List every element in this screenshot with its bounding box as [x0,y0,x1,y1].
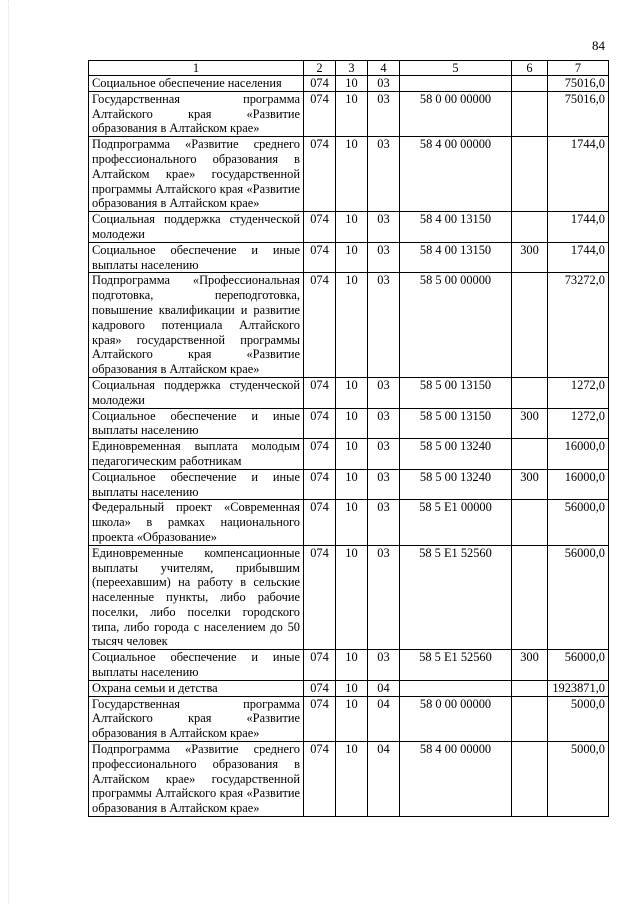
row-amount-cell: 1744,0 [548,212,609,243]
header-col-7: 7 [548,61,609,76]
row-code-3-cell: 10 [336,742,368,817]
row-code-2-cell: 074 [304,91,336,136]
row-code-3-cell: 10 [336,137,368,212]
header-col-6: 6 [512,61,548,76]
row-code-3-cell: 10 [336,680,368,696]
row-amount-cell: 1744,0 [548,137,609,212]
header-col-5: 5 [400,61,512,76]
table-row [89,469,609,500]
row-code-2-cell: 074 [304,408,336,439]
row-code-2-cell: 074 [304,242,336,273]
row-code-5-cell: 58 5 00 13150 [400,377,512,408]
table-row [89,545,609,650]
row-code-3-cell: 10 [336,212,368,243]
row-code-6-cell [512,91,548,136]
row-code-2-cell: 074 [304,696,336,741]
header-row [89,61,609,76]
row-code-4-cell: 03 [368,545,400,650]
row-code-6-cell [512,696,548,741]
row-code-6-cell: 300 [512,469,548,500]
row-code-5-cell: 58 5 E1 52560 [400,650,512,681]
row-code-5-cell: 58 4 00 13150 [400,242,512,273]
row-code-4-cell: 04 [368,680,400,696]
row-code-2-cell: 074 [304,469,336,500]
header-col-3: 3 [336,61,368,76]
row-name-cell: Подпрограмма «Развитие среднего профессионального образования в Алтайском крае» государственной программы Алтайского края «Развитие образования в Алтайском крае» [89,742,304,817]
row-name-cell: Охрана семьи и детства [89,680,304,696]
row-code-5-cell: 58 4 00 00000 [400,742,512,817]
row-code-4-cell: 03 [368,650,400,681]
row-name-cell: Социальное обеспечение и иные выплаты населению [89,650,304,681]
row-code-2-cell: 074 [304,76,336,92]
row-code-5-cell [400,680,512,696]
row-amount-cell: 75016,0 [548,76,609,92]
row-code-3-cell: 10 [336,76,368,92]
row-name-cell: Федеральный проект «Современная школа» в рамках национального проекта «Образование» [89,500,304,545]
row-code-6-cell [512,742,548,817]
header-col-1: 1 [89,61,304,76]
row-code-3-cell: 10 [336,650,368,681]
row-code-6-cell [512,680,548,696]
row-code-6-cell [512,500,548,545]
row-code-3-cell: 10 [336,377,368,408]
table-row [89,212,609,243]
row-code-4-cell: 04 [368,696,400,741]
row-code-3-cell: 10 [336,408,368,439]
row-code-6-cell [512,377,548,408]
table-row [89,408,609,439]
scan-edge [0,0,9,904]
row-name-cell: Социальное обеспечение населения [89,76,304,92]
row-code-5-cell: 58 0 00 00000 [400,696,512,741]
row-code-5-cell: 58 0 00 00000 [400,91,512,136]
row-name-cell: Социальная поддержка студенческой молодежи [89,377,304,408]
row-code-4-cell: 04 [368,742,400,817]
row-code-4-cell: 03 [368,212,400,243]
row-amount-cell: 1923871,0 [548,680,609,696]
row-code-6-cell [512,273,548,378]
row-code-3-cell: 10 [336,273,368,378]
row-code-3-cell: 10 [336,91,368,136]
row-code-2-cell: 074 [304,137,336,212]
row-amount-cell: 16000,0 [548,469,609,500]
row-code-5-cell: 58 5 E1 00000 [400,500,512,545]
row-code-2-cell: 074 [304,742,336,817]
row-code-2-cell: 074 [304,680,336,696]
row-code-5-cell: 58 5 E1 52560 [400,545,512,650]
row-amount-cell: 1744,0 [548,242,609,273]
row-code-5-cell [400,76,512,92]
row-code-2-cell: 074 [304,500,336,545]
row-code-6-cell [512,212,548,243]
row-code-6-cell: 300 [512,242,548,273]
row-code-4-cell: 03 [368,500,400,545]
table-row [89,696,609,741]
row-name-cell: Социальная поддержка студенческой молодежи [89,212,304,243]
row-name-cell: Государственная программа Алтайского края «Развитие образования в Алтайском крае» [89,696,304,741]
table-row [89,439,609,470]
row-amount-cell: 5000,0 [548,696,609,741]
row-amount-cell: 5000,0 [548,742,609,817]
table-row [89,650,609,681]
row-code-5-cell: 58 5 00 13240 [400,469,512,500]
table-row [89,742,609,817]
row-code-5-cell: 58 5 00 00000 [400,273,512,378]
budget-table [88,60,609,817]
row-code-4-cell: 03 [368,377,400,408]
row-name-cell: Подпрограмма «Профессиональная подготовка, переподготовка, повышение квалификации и развитие кадрового потенциала Алтайского края» государственной программы Алтайского края «Развитие образования в Алтайском крае» [89,273,304,378]
row-name-cell: Государственная программа Алтайского края «Развитие образования в Алтайском крае» [89,91,304,136]
row-name-cell: Социальное обеспечение и иные выплаты населению [89,242,304,273]
row-amount-cell: 1272,0 [548,408,609,439]
table-body [89,76,609,817]
row-amount-cell: 56000,0 [548,650,609,681]
table-row [89,137,609,212]
row-name-cell: Социальное обеспечение и иные выплаты населению [89,408,304,439]
table-row [89,242,609,273]
row-name-cell: Подпрограмма «Развитие среднего профессионального образования в Алтайском крае» государственной программы Алтайского края «Развитие образования в Алтайском крае» [89,137,304,212]
row-name-cell: Единовременные компенсационные выплаты учителям, прибывшим (переехавшим) на работу в сельские населенные пункты, либо рабочие поселки, либо поселки городского типа, либо города с населением до 50 тысяч человек [89,545,304,650]
row-name-cell: Единовременная выплата молодым педагогическим работникам [89,439,304,470]
row-code-6-cell [512,137,548,212]
table-row [89,500,609,545]
row-code-4-cell: 03 [368,76,400,92]
row-amount-cell: 75016,0 [548,91,609,136]
row-amount-cell: 56000,0 [548,545,609,650]
row-code-3-cell: 10 [336,439,368,470]
row-amount-cell: 16000,0 [548,439,609,470]
row-code-6-cell [512,545,548,650]
row-code-6-cell: 300 [512,408,548,439]
row-code-2-cell: 074 [304,439,336,470]
row-code-2-cell: 074 [304,650,336,681]
row-code-2-cell: 074 [304,545,336,650]
row-code-4-cell: 03 [368,242,400,273]
row-code-4-cell: 03 [368,439,400,470]
row-code-3-cell: 10 [336,500,368,545]
row-code-4-cell: 03 [368,91,400,136]
row-amount-cell: 56000,0 [548,500,609,545]
table-row [89,91,609,136]
row-code-6-cell [512,76,548,92]
row-code-3-cell: 10 [336,545,368,650]
row-amount-cell: 73272,0 [548,273,609,378]
row-code-2-cell: 074 [304,212,336,243]
row-code-4-cell: 03 [368,273,400,378]
row-code-3-cell: 10 [336,696,368,741]
row-name-cell: Социальное обеспечение и иные выплаты населению [89,469,304,500]
page-number: 84 [592,38,605,53]
row-amount-cell: 1272,0 [548,377,609,408]
row-code-5-cell: 58 5 00 13150 [400,408,512,439]
header-col-4: 4 [368,61,400,76]
row-code-6-cell [512,439,548,470]
header-col-2: 2 [304,61,336,76]
row-code-5-cell: 58 5 00 13240 [400,439,512,470]
row-code-4-cell: 03 [368,469,400,500]
row-code-3-cell: 10 [336,469,368,500]
row-code-6-cell: 300 [512,650,548,681]
row-code-4-cell: 03 [368,408,400,439]
row-code-5-cell: 58 4 00 13150 [400,212,512,243]
row-code-2-cell: 074 [304,273,336,378]
row-code-4-cell: 03 [368,137,400,212]
row-code-2-cell: 074 [304,377,336,408]
row-code-3-cell: 10 [336,242,368,273]
table-row [89,680,609,696]
table-row [89,76,609,92]
table-row [89,273,609,378]
table-row [89,377,609,408]
row-code-5-cell: 58 4 00 00000 [400,137,512,212]
